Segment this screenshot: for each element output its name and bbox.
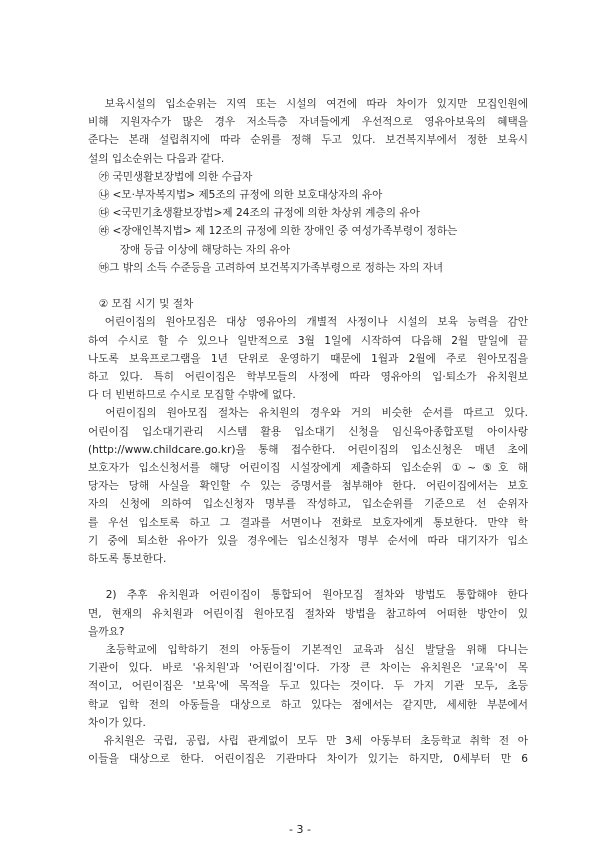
text-line: ㉮ 국민생활보장법에 의한 수급자 [88, 170, 253, 183]
text-line: 기관이 있다. 바로 '유치원'과 '어린이집'이다. 가장 큰 차이는 유치원은 '교육'이 목 [88, 662, 528, 675]
text-line: (http://www.childcare.go.kr)을 통해 접수한다. 어린이집의 입소신청은 매년 초에 [88, 443, 528, 456]
text-line: 준다는 본래 설립취지에 따라 순위를 정해 두고 있다. 보건복지부에서 정한 보육시 [88, 134, 528, 147]
text-line: ㉯ <모·부자복지법> 제5조의 규정에 의한 보호대상자의 유아 [88, 189, 383, 201]
text-line: 보호자가 입소신청서를 해당 어린이집 시설장에게 제출하되 입소순위 ①~⑤호 해 [88, 462, 528, 474]
text-line: 하여 수시로 할 수 있으나 일반적으로 3월 1일에 시작하여 다음해 2월 말일에 끝 [88, 334, 528, 347]
text-line: 이들을 대상으로 한다. 어린이집은 기관마다 차이가 있기는 하지만, 0세부터 만 6 [88, 753, 528, 766]
text-line: 어린이집의 원아모집 절차는 유치원의 경우와 거의 비슷한 순서를 따르고 있다. [88, 407, 528, 420]
text-line: ㉰ <국민기초생활보장법>제 24조의 규정에 의한 차상위 계층의 유아 [88, 207, 420, 220]
text-line: 어린이집 입소대기관리 시스템 활용 입소대기 신청을 임신육아종합포털 아이사랑 [88, 425, 528, 438]
text-line: 하고 있다. 특히 어린이집은 학부모들의 사정에 따라 영유아의 입·퇴소가 유치원보 [88, 371, 528, 383]
text-line: 차이가 있다. [88, 716, 146, 729]
text-line: 학교 입학 전의 아동들을 대상으로 하고 있다는 점에서는 같지만, 세세한 부분에서 [88, 698, 528, 711]
text-line: 설의 입소순위는 다음과 같다. [88, 152, 225, 165]
text-line: 기 중에 퇴소한 유아가 있을 경우에는 입소신청자 명부 순서에 따라 대기자가 입소 [88, 534, 528, 547]
text-line: 어린이집의 원아모집은 대상 영유아의 개별적 사정이나 시설의 보육 능력을 감안 [88, 316, 528, 329]
text-line: 면, 현재의 유치원과 어린이집 원아모집 절차와 방법을 참고하여 어떠한 방안이 있 [88, 607, 528, 620]
text-line: 비해 지원자수가 많은 경우 저소득층 자녀들에게 우선적으로 영유아보육의 혜택을 [88, 116, 528, 129]
text-line: 장애 등급 이상에 해당하는 자의 유아 [88, 243, 291, 256]
text-line: 를 우선 입소토록 하고 그 결과를 서면이나 전화로 보호자에게 통보한다. 만약 학 [88, 516, 528, 529]
text-line: 초등학교에 입학하기 전의 아동들이 기본적인 교육과 심신 발달을 위해 다니는 [88, 644, 528, 656]
text-line: 을까요? [88, 625, 125, 638]
text-line: 나도록 보육프로그램을 1년 단위로 운영하기 때문에 1월과 2월에 주로 원아모집을 [88, 352, 528, 365]
text-line: ② 모집 시기 및 절차 [88, 298, 194, 311]
text-line: 당자는 당해 사실을 확인할 수 있는 증명서를 첨부해야 한다. 어린이집에서는 보호 [88, 480, 528, 493]
text-line: 자의 신청에 의하여 입소신청자 명부를 작성하고, 입소순위를 기준으로 선 순위자 [88, 498, 528, 511]
page-number: - 3 - [289, 823, 311, 836]
text-line: 2) 추후 유치원과 어린이집이 통합되어 원아모집 절차와 방법도 통합해야 한다 [88, 589, 528, 602]
text-line: 다 더 빈번하므로 수시로 모집할 수밖에 없다. [88, 389, 296, 402]
text-line: 유치원은 국립, 공립, 사립 관계없이 모두 만 3세 아동부터 초등학교 취학 전 아 [88, 735, 528, 747]
text-line: ㉲그 밖의 소득 수준등을 고려하여 보건복지가족부령으로 정하는 자의 자녀 [88, 261, 444, 274]
text-line: 적이고, 어린이집은 '보육'에 목적을 두고 있다는 것이다. 두 가지 기관 모두, 초등 [88, 680, 528, 693]
text-line: 보육시설의 입소순위는 지역 또는 시설의 여건에 따라 차이가 있지만 모집인원에 [88, 98, 528, 110]
text-line: 하도록 통보한다. [88, 553, 167, 565]
text-line: ㉱ <장애인복지법> 제 12조의 규정에 의한 장애인 중 여성가족부령이 정하는 [88, 225, 458, 238]
